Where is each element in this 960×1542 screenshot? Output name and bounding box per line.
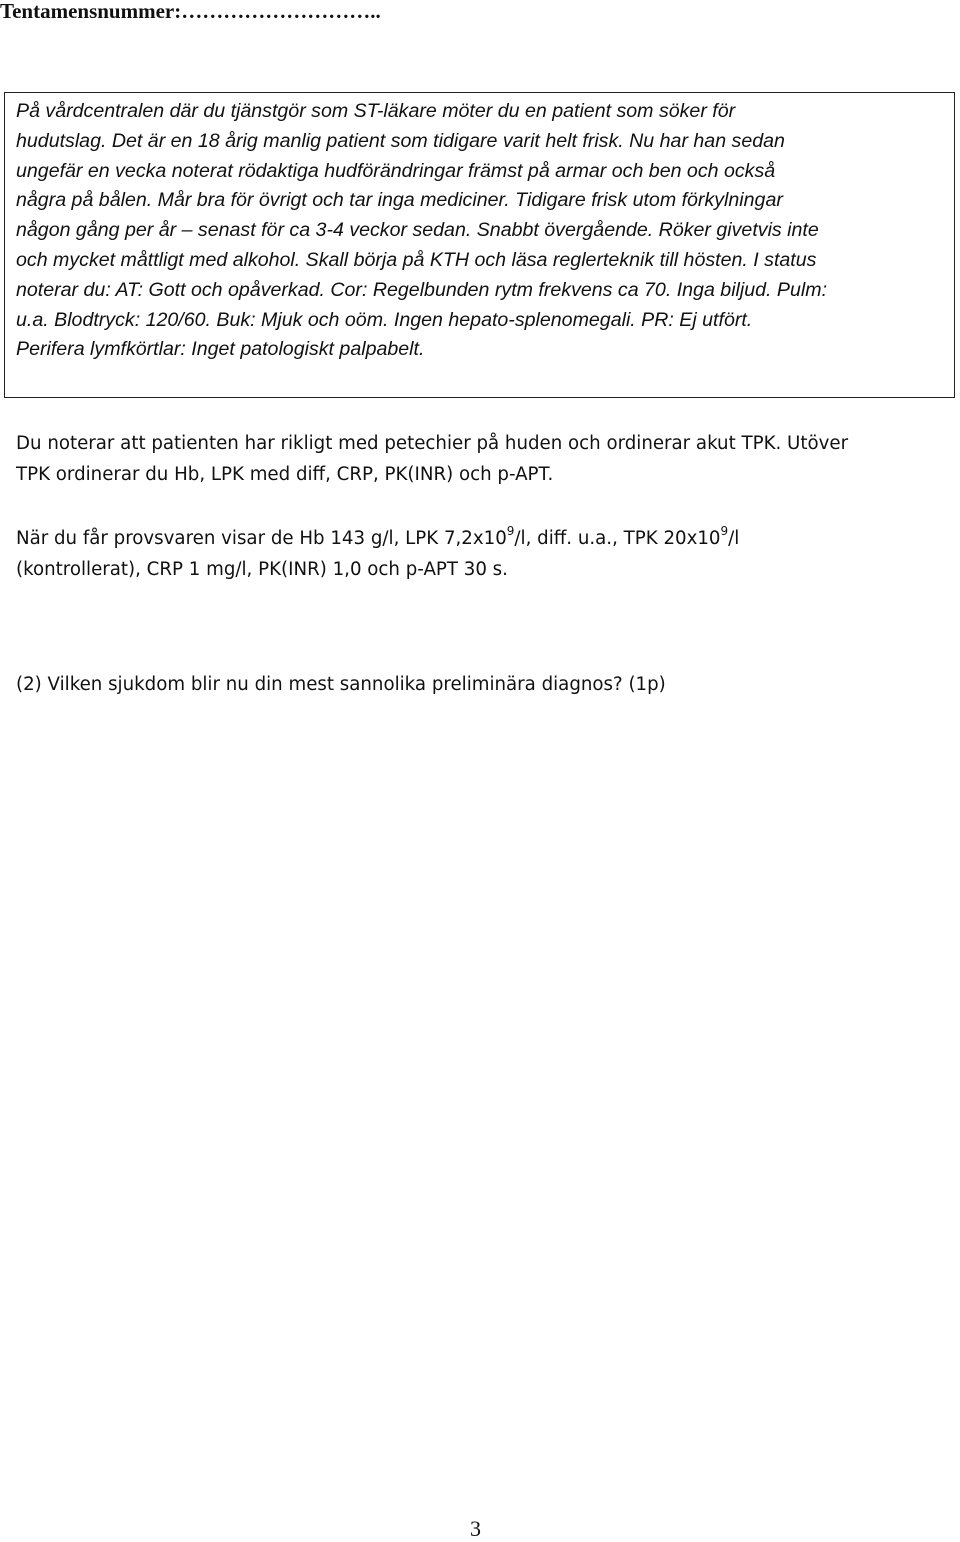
case-line: På vårdcentralen där du tjänstgör som ST-läkare möter du en patient som söker för bbox=[16, 100, 736, 122]
case-line: Perifera lymfkörtlar: Inget patologiskt palpabelt. bbox=[16, 338, 425, 361]
case-line: u.a. Blodtryck: 120/60. Buk: Mjuk och oöm. Ingen hepato-splenomegali. PR: Ej utfört. bbox=[16, 308, 753, 331]
question-text: (2) Vilken sjukdom blir nu din mest sannolika preliminära diagnos? (1p) bbox=[16, 674, 666, 695]
exponent: 9 bbox=[720, 524, 729, 538]
case-line: någon gång per år – senast för ca 3-4 veckor sedan. Snabbt övergående. Röker givetvis inte bbox=[16, 219, 819, 242]
paragraph-line: Du noterar att patienten har rikligt med petechier på huden och ordinerar akut TPK. Utöver bbox=[16, 433, 849, 454]
page-number: 3 bbox=[470, 1516, 481, 1541]
case-line: och mycket måttligt med alkohol. Skall börja på KTH och läsa reglerteknik till hösten. I status bbox=[16, 248, 817, 271]
exponent: 9 bbox=[506, 524, 515, 538]
paragraph-line bbox=[16, 518, 946, 555]
results-text: När du får provsvaren visar de Hb 143 g/l, LPK 7,2x10 bbox=[16, 528, 507, 550]
case-line: några på bålen. Mår bra för övrigt och tar inga mediciner. Tidigare frisk utom förkylningar bbox=[16, 189, 783, 212]
results-text: /l, diff. u.a., TPK 20x10 bbox=[514, 528, 721, 550]
exam-number-header: Tentamensnummer:……………………….. bbox=[0, 0, 381, 23]
lab-order-paragraph bbox=[16, 429, 946, 490]
case-description-text bbox=[16, 97, 946, 365]
case-line: hudutslag. Det är en 18 årig manlig patient som tidigare varit helt frisk. Nu har han sedan bbox=[16, 129, 785, 152]
paragraph-line: (kontrollerat), CRP 1 mg/l, PK(INR) 1,0 och p-APT 30 s. bbox=[16, 558, 508, 580]
paragraph-line: TPK ordinerar du Hb, LPK med diff, CRP, PK(INR) och p-APT. bbox=[16, 463, 554, 485]
case-line: ungefär en vecka noterat rödaktiga hudförändringar främst på armar och ben och också bbox=[16, 159, 776, 182]
case-line: noterar du: AT: Gott och opåverkad. Cor: Regelbunden rytm frekvens ca 70. Inga biljud. Pulm: bbox=[16, 278, 828, 301]
results-text: /l bbox=[728, 528, 740, 550]
lab-results-paragraph bbox=[16, 518, 946, 585]
